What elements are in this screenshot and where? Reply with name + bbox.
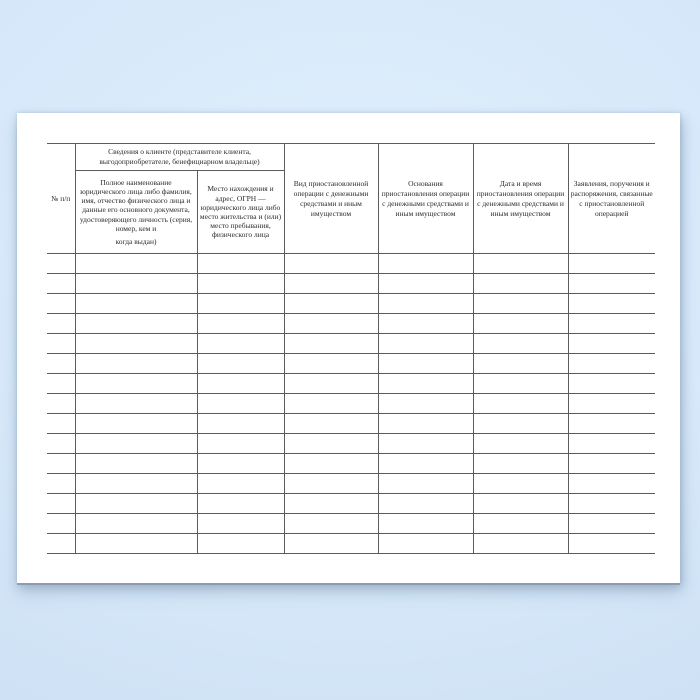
empty-cell [47,394,75,414]
empty-cell [47,514,75,534]
empty-cell [47,434,75,454]
empty-cell [75,534,197,554]
empty-cell [568,474,655,494]
empty-cell [378,314,473,334]
empty-cell [473,254,568,274]
empty-cell [378,434,473,454]
empty-cell [75,454,197,474]
empty-cell [284,454,378,474]
empty-cell [473,474,568,494]
table-body [47,254,655,554]
empty-cell [568,414,655,434]
empty-cell [473,414,568,434]
column-header-related-orders: Заявления, поручения и распоряжения, связанные с приостановленной операцией [568,144,655,254]
empty-cell [568,334,655,354]
empty-cell [75,254,197,274]
empty-cell [568,394,655,414]
empty-cell [378,474,473,494]
empty-cell [197,314,284,334]
empty-cell [284,254,378,274]
empty-cell [378,274,473,294]
empty-cell [568,274,655,294]
empty-cell [47,254,75,274]
empty-cell [473,374,568,394]
table-row [47,314,655,334]
empty-cell [284,274,378,294]
empty-cell [378,334,473,354]
empty-cell [284,374,378,394]
group-header-client-info: Сведения о клиенте (представителе клиента, выгодоприобретателе, бенефициарном владельце) [75,144,284,171]
empty-cell [75,514,197,534]
empty-cell [284,354,378,374]
table-row [47,454,655,474]
empty-cell [47,474,75,494]
table-row [47,534,655,554]
empty-cell [378,294,473,314]
table-row [47,394,655,414]
empty-cell [47,334,75,354]
empty-cell [197,334,284,354]
suspended-operations-register-table [47,143,655,554]
empty-cell [473,274,568,294]
empty-cell [568,354,655,374]
column-header-row-number: № п/п [47,144,75,254]
table-row [47,274,655,294]
empty-cell [284,334,378,354]
table-row [47,514,655,534]
empty-cell [75,494,197,514]
client-full-name-text-tail: когда выдан) [115,237,157,246]
empty-cell [75,294,197,314]
table-row [47,354,655,374]
empty-cell [47,454,75,474]
empty-cell [75,394,197,414]
empty-cell [378,454,473,474]
table-row [47,294,655,314]
empty-cell [568,534,655,554]
empty-cell [284,474,378,494]
empty-cell [284,394,378,414]
empty-cell [197,474,284,494]
empty-cell [197,514,284,534]
table-row [47,254,655,274]
document-sheet [17,113,680,583]
table-header [47,144,655,254]
empty-cell [568,454,655,474]
empty-cell [568,374,655,394]
empty-cell [473,494,568,514]
empty-cell [473,294,568,314]
empty-cell [378,354,473,374]
empty-cell [568,314,655,334]
table-row [47,374,655,394]
empty-cell [75,354,197,374]
empty-cell [197,494,284,514]
empty-cell [197,434,284,454]
empty-cell [197,394,284,414]
empty-cell [47,274,75,294]
empty-cell [473,314,568,334]
empty-cell [378,514,473,534]
empty-cell [284,314,378,334]
empty-cell [473,334,568,354]
empty-cell [75,334,197,354]
column-header-client-location: Место нахождения и адрес, ОГРН — юридического лица либо место жительства и (или) место пребывания, физического лица [197,171,284,254]
empty-cell [473,354,568,374]
empty-cell [197,374,284,394]
empty-cell [378,534,473,554]
empty-cell [75,434,197,454]
empty-cell [568,494,655,514]
table-row [47,414,655,434]
empty-cell [75,374,197,394]
empty-cell [47,414,75,434]
empty-cell [473,514,568,534]
empty-cell [75,274,197,294]
column-header-client-full-name [75,171,197,254]
empty-cell [47,494,75,514]
column-header-suspension-grounds: Основания приостановления операции с денежными средствами и иным имуществом [378,144,473,254]
empty-cell [568,514,655,534]
empty-cell [473,434,568,454]
client-full-name-text: Полное наименование юридического лица либо фамилия, имя, отчество физического лица и данные его основного документа, удостоверяющего личность (серия, номер, кем и [79,177,193,233]
empty-cell [568,294,655,314]
empty-cell [378,394,473,414]
empty-cell [75,474,197,494]
empty-cell [378,374,473,394]
empty-cell [378,494,473,514]
empty-cell [473,394,568,414]
empty-cell [378,414,473,434]
empty-cell [47,534,75,554]
column-header-operation-type: Вид приостановленной операции с денежными средствами и иным имуществом [284,144,378,254]
empty-cell [378,254,473,274]
column-header-suspension-datetime: Дата и время приостановления операции с денежными средствами и иным имуществом [473,144,568,254]
empty-cell [284,534,378,554]
empty-cell [284,414,378,434]
empty-cell [197,294,284,314]
empty-cell [197,454,284,474]
table-row [47,334,655,354]
empty-cell [47,374,75,394]
empty-cell [197,354,284,374]
empty-cell [284,294,378,314]
empty-cell [284,514,378,534]
empty-cell [47,314,75,334]
empty-cell [284,434,378,454]
table-row [47,434,655,454]
empty-cell [47,294,75,314]
empty-cell [284,494,378,514]
empty-cell [75,414,197,434]
empty-cell [197,414,284,434]
empty-cell [473,534,568,554]
empty-cell [568,254,655,274]
table-row [47,474,655,494]
empty-cell [75,314,197,334]
table-row [47,494,655,514]
empty-cell [473,454,568,474]
empty-cell [197,274,284,294]
empty-cell [197,254,284,274]
empty-cell [568,434,655,454]
empty-cell [197,534,284,554]
empty-cell [47,354,75,374]
